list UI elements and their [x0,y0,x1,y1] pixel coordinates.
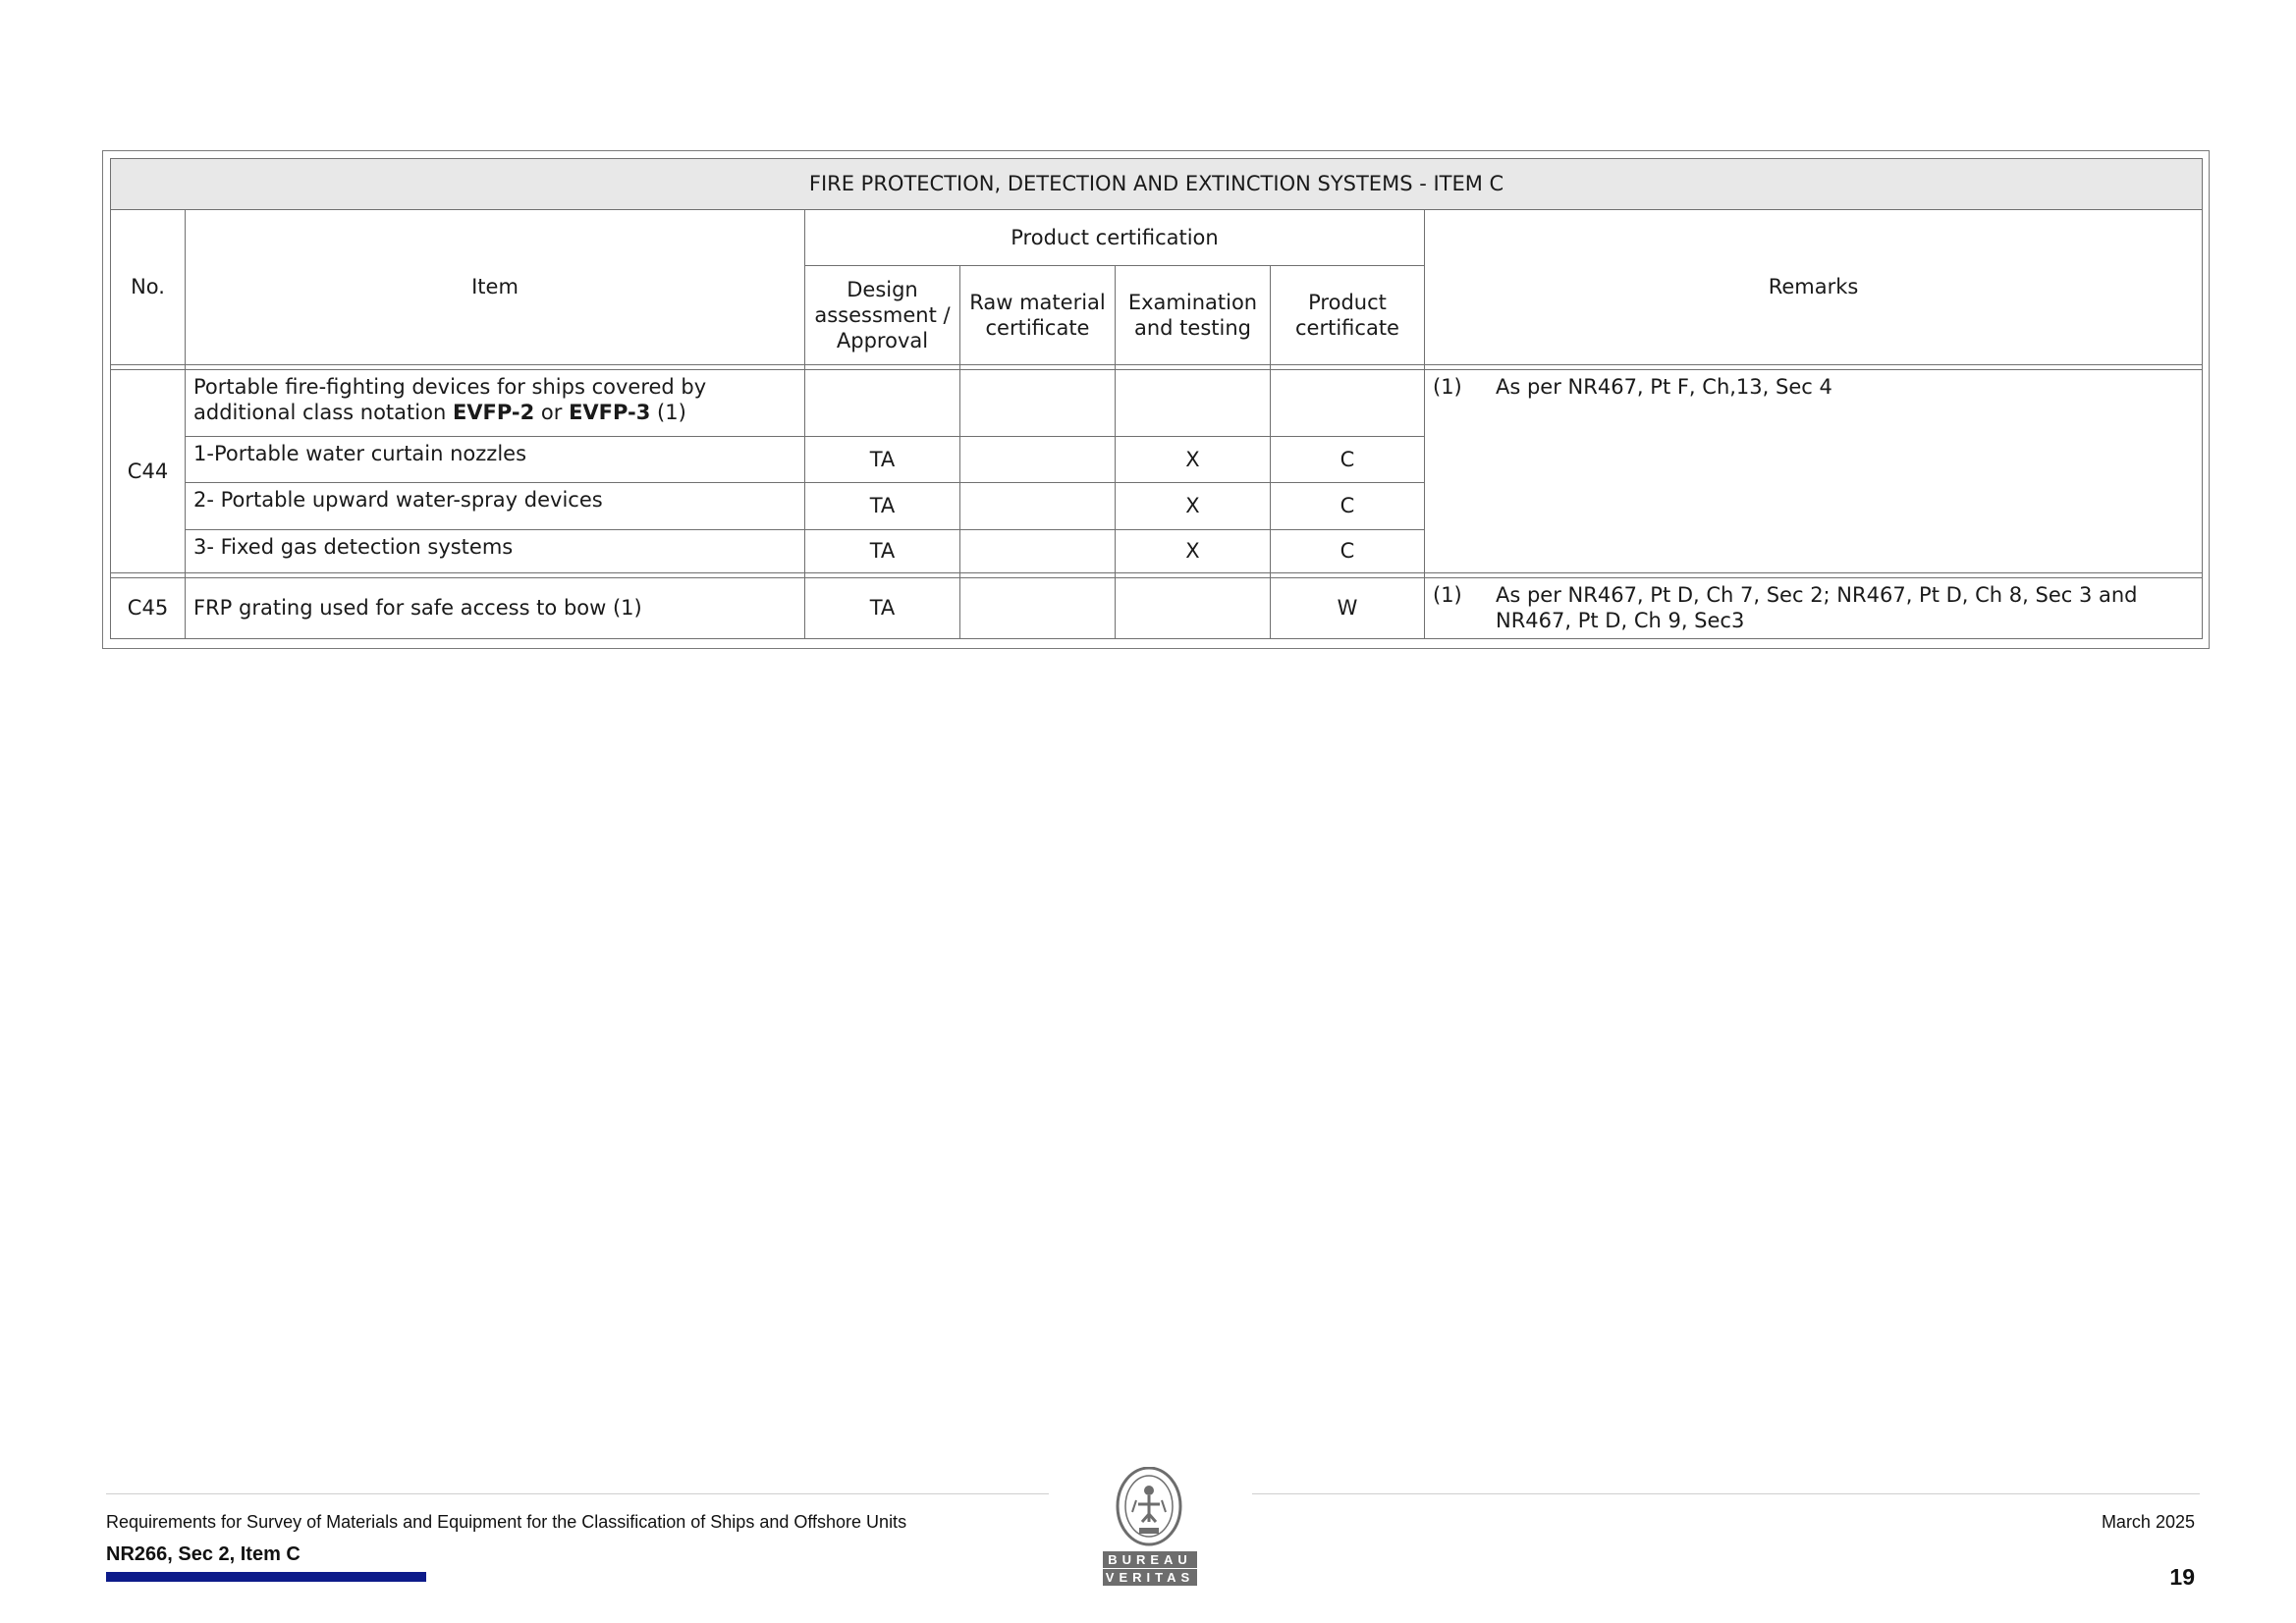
item-intro: Portable fire-fighting devices for ships covered by additional class notation EVFP-2 or EVFP-3 (1) [186,370,805,437]
remarks-cell [1425,370,2203,573]
raw-value [960,483,1116,530]
item-label: 2- Portable upward water-spray devices [186,483,805,530]
header-item: Item [186,210,805,365]
header-raw-material: Raw material certificate [960,266,1116,365]
footer-accent-bar [106,1572,426,1582]
design-value: TA [805,483,960,530]
footer-divider [106,1493,1049,1494]
logo-word: VERITAS [1103,1569,1197,1586]
raw-value [960,530,1116,573]
raw-value [960,578,1116,639]
footer-description: Requirements for Survey of Materials and Equipment for the Classification of Ships and Offshore Units [106,1512,907,1532]
cert-value: W [1271,578,1425,639]
remark-number: (1) [1433,375,1462,399]
design-value: TA [805,530,960,573]
remark-number: (1) [1433,583,1462,607]
item-label: 1-Portable water curtain nozzles [186,437,805,483]
header-examination: Examination and testing [1116,266,1271,365]
header-no: No. [111,210,186,365]
fire-protection-table [110,158,2203,639]
remarks-cell [1425,578,2203,639]
footer-reference: NR266, Sec 2, Item C [106,1543,301,1565]
header-product-certificate: Product certificate [1271,266,1425,365]
class-notation: EVFP-2 [452,401,535,425]
row-number: C44 [111,370,186,573]
remark-text: As per NR467, Pt F, Ch,13, Sec 4 [1496,375,1832,399]
raw-value [960,437,1116,483]
item-label: 3- Fixed gas detection systems [186,530,805,573]
table-row [111,370,2203,437]
footer-date: March 2025 [2101,1512,2195,1532]
header-product-certification: Product certification [805,210,1425,266]
cert-value: C [1271,530,1425,573]
bureau-veritas-logo [1098,1467,1202,1585]
exam-value: X [1116,483,1271,530]
table-title: FIRE PROTECTION, DETECTION AND EXTINCTION SYSTEMS - ITEM C [111,159,2203,210]
table-row [111,578,2203,639]
cert-value: C [1271,483,1425,530]
exam-value: X [1116,530,1271,573]
header-remarks: Remarks [1425,210,2203,365]
header-design-assessment: Design assessment / Approval [805,266,960,365]
page-number: 19 [2169,1564,2195,1590]
logo-word: BUREAU [1103,1551,1197,1568]
exam-value [1116,578,1271,639]
seal-icon [1115,1467,1183,1549]
footer-divider [1252,1493,2200,1494]
cert-value: C [1271,437,1425,483]
class-notation: EVFP-3 [569,401,651,425]
design-value: TA [805,578,960,639]
row-number: C45 [111,578,186,639]
design-value: TA [805,437,960,483]
item-label: FRP grating used for safe access to bow (1) [186,578,805,639]
remark-text: As per NR467, Pt D, Ch 7, Sec 2; NR467, Pt D, Ch 8, Sec 3 and NR467, Pt D, Ch 9, Sec3 [1496,583,2138,633]
exam-value: X [1116,437,1271,483]
